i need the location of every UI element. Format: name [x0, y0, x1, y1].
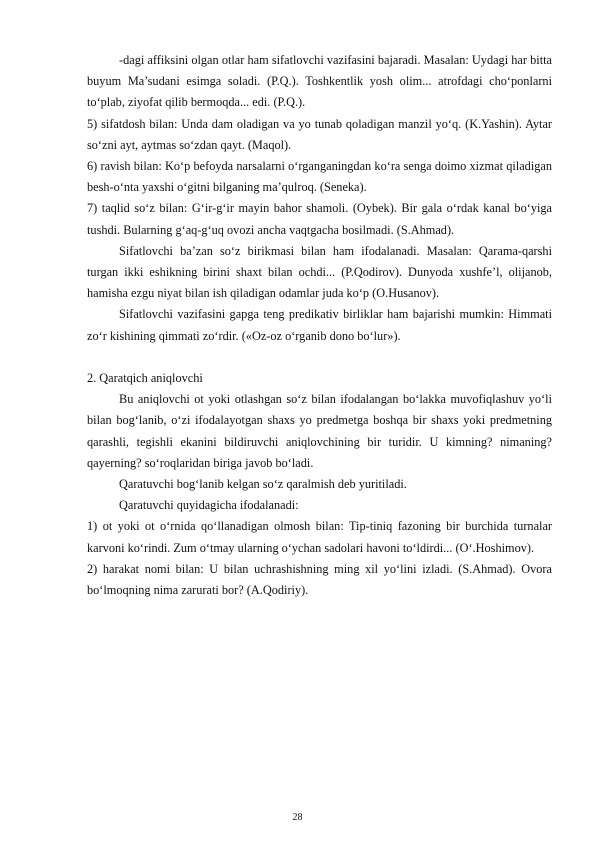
- list-item-6-ravish: 6) ravish bilan: Ko‘p befoyda narsalarni o‘rganganingdan ko‘ra senga doimo xizmat qiladigan besh-o‘nta yaxshi o‘gitni bilganing ma’qulroq. (Seneka).: [87, 159, 552, 195]
- paragraph-ifodalanadi: Qaratuvchi quyidagicha ifodalanadi:: [119, 498, 299, 513]
- list-item-2-harakat-nomi: 2) harakat nomi bilan: U bilan uchrashishning ming xil yo‘lini izladi. (S.Ahmad). Ovora bo‘lmoqning nima zarurati bor? (A.Qodiriy).: [87, 561, 552, 598]
- paragraph-predikativ: Sifatlovchi vazifasini gapga teng predikativ birliklar ham bajarishi mumkin: Himmati zo‘r kishining qimmati zo‘rdir. («Oz-oz o‘rganib dono bo‘lur»).: [87, 307, 552, 343]
- list-item-5-sifatdosh: 5) sifatdosh bilan: Unda dam oladigan va yo tunab qoladigan manzil yo‘q. (K.Yashin). Aytar so‘zni ayt, aytmas so‘zdan qayt. (Maqol).: [87, 116, 552, 152]
- list-item-7-taqlid: 7) taqlid so‘z bilan: G‘ir-g‘ir mayin bahor shamoli. (Oybek). Bir gala o‘rdak kanal bo‘yiga tushdi. Bularning g‘aq-g‘uq ovozi ancha vaqtgacha bosilmadi. (S.Ahmad).: [87, 201, 552, 237]
- paragraph-qaralmish: Qaratuvchi bog‘lanib kelgan so‘z qaralmish deb yuritiladi.: [119, 477, 407, 492]
- paragraph-definition: Bu aniqlovchi ot yoki otlashgan so‘z bilan ifodalangan bo‘lakka muvofiqlashuv yo‘li bilan bog‘lanib, o‘zi ifodalayotgan shaxs yo predmetga boshqa bir shaxs yoki predmetning qarashli, tegishli ekanini bildiruvchi aniqlovchining bir turidir. U kimning? nimaning? qayerning? so‘roqlaridan biriga javob bo‘ladi.: [87, 392, 552, 470]
- list-item-1-ot: 1) ot yoki ot o‘rnida qo‘llanadigan olmosh bilan: Tip-tiniq fazoning bir burchida turnalar karvoni ko‘rindi. Zum o‘tmay ularning o‘ychan sadolari havoni to‘ldirdi... (O‘.Hoshimov).: [87, 519, 552, 555]
- section-heading: 2. Qaratqich aniqlovchi: [87, 371, 203, 386]
- blank-line: [87, 347, 552, 368]
- paragraph-birikma: Sifatlovchi ba’zan so‘z birikmasi bilan ham ifodalanadi. Masalan: Qarama-qarshi turgan ikki eshikning birini shaxt bilan ochdi... (P.Qodirov). Dunyoda xushfe’l, olijanob, hamisha ezgu niyat bilan ish qiladigan odamlar juda ko‘p (O.Husanov).: [87, 243, 552, 301]
- document-page: [87, 50, 552, 601]
- paragraph-affix: -dagi affiksini olgan otlar ham sifatlovchi vazifasini bajaradi. Masalan: Uydagi har bitta buyum Ma’sudani esimga soladi. (P.Q.). Toshkentlik yosh olim... atrofdagi cho‘ponlarni to‘plab, ziyofat qilib bermoqda... edi. (P.Q.).: [87, 53, 552, 110]
- page-number: 28: [292, 812, 303, 823]
